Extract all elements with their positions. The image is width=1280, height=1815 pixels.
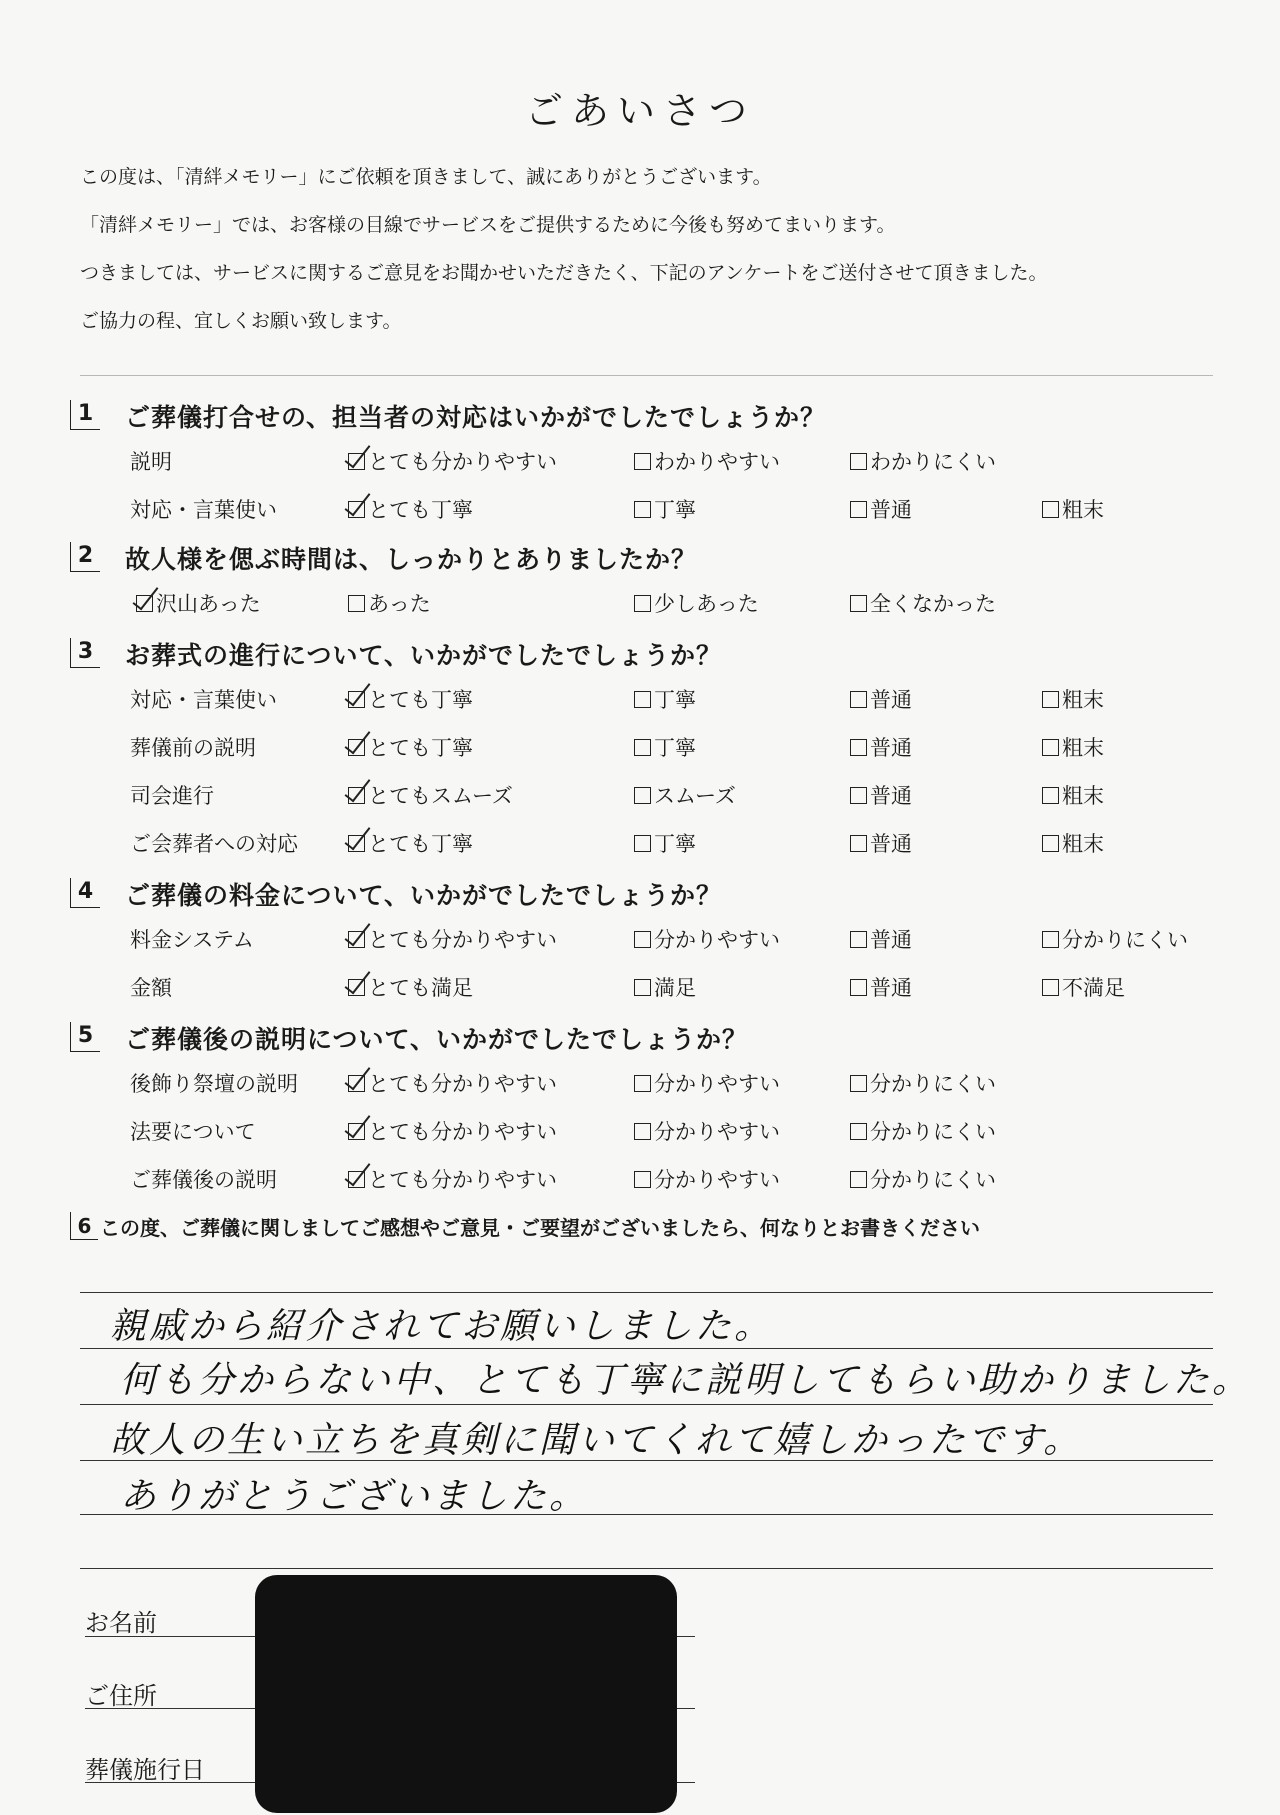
checkbox-icon[interactable] [850, 1075, 867, 1092]
checked-checkbox-icon[interactable] [348, 1075, 365, 1092]
option-checkbox[interactable] [850, 972, 912, 1002]
checkbox-icon[interactable] [850, 979, 867, 996]
option-label: 普通 [870, 832, 912, 856]
option-label: 少しあった [654, 592, 759, 616]
date-label: 葬儀施行日 [85, 1756, 205, 1784]
row-label: 対応・言葉使い [130, 688, 277, 712]
option-label: とても丁寧 [368, 736, 473, 760]
checkbox-icon[interactable] [1042, 931, 1059, 948]
option-checkbox[interactable] [634, 446, 780, 476]
row-label: 金額 [130, 976, 172, 1000]
option-label: とても分かりやすい [368, 450, 557, 474]
option-label: 不満足 [1062, 976, 1125, 1000]
row-label: 葬儀前の説明 [130, 736, 256, 760]
option-checkbox[interactable] [850, 588, 996, 618]
option-label: とても丁寧 [368, 688, 473, 712]
checkbox-icon[interactable] [850, 835, 867, 852]
checked-checkbox-icon[interactable] [348, 501, 365, 518]
question-text: お葬式の進行について、いかがでしたでしょうか？ [125, 641, 723, 670]
row-label: 司会進行 [130, 784, 214, 808]
address-label: ご住所 [85, 1682, 157, 1710]
option-label: とてもスムーズ [368, 784, 513, 808]
row-label: ご葬儀後の説明 [130, 1168, 277, 1192]
checkbox-icon[interactable] [850, 501, 867, 518]
checkbox-icon[interactable] [634, 1123, 651, 1140]
option-checkbox[interactable] [850, 1068, 996, 1098]
row-label: 後飾り祭壇の説明 [130, 1072, 298, 1096]
option-label: とても丁寧 [368, 498, 473, 522]
checkbox-icon[interactable] [634, 739, 651, 756]
option-checkbox[interactable] [348, 588, 431, 618]
option-label: とても分かりやすい [368, 928, 557, 952]
option-checkbox[interactable] [634, 780, 736, 810]
option-label: とても丁寧 [368, 832, 473, 856]
checkbox-icon[interactable] [634, 453, 651, 470]
option-label: 分かりやすい [654, 1120, 780, 1144]
option-checkbox[interactable] [634, 924, 780, 954]
checkbox-icon[interactable] [1042, 501, 1059, 518]
option-label: 丁寧 [654, 498, 696, 522]
checkbox-icon[interactable] [634, 787, 651, 804]
checkbox-icon[interactable] [634, 931, 651, 948]
option-label: 普通 [870, 736, 912, 760]
handwritten-comment-line: 何も分からない中、とても丁寧に説明してもらい助かりました。 [120, 1360, 1252, 1401]
option-checkbox[interactable] [634, 732, 696, 762]
option-checkbox[interactable] [850, 1116, 996, 1146]
option-label: わかりにくい [870, 450, 996, 474]
checkbox-icon[interactable] [850, 1123, 867, 1140]
row-label: 対応・言葉使い [130, 498, 277, 522]
option-checkbox[interactable] [348, 446, 557, 476]
option-label: 丁寧 [654, 832, 696, 856]
option-label: 粗末 [1062, 688, 1104, 712]
option-checkbox[interactable] [850, 446, 996, 476]
option-checkbox[interactable] [1042, 494, 1104, 524]
checkbox-icon[interactable] [634, 691, 651, 708]
option-label: 普通 [870, 976, 912, 1000]
checkbox-icon[interactable] [850, 1171, 867, 1188]
option-label: とても分かりやすい [368, 1072, 557, 1096]
intro-line-1: この度は、「清絆メモリー」にご依頼を頂きまして、誠にありがとうございます。 [80, 166, 772, 188]
option-checkbox[interactable] [348, 1068, 557, 1098]
option-checkbox[interactable] [850, 780, 912, 810]
option-label: 粗末 [1062, 784, 1104, 808]
option-label: 全くなかった [870, 592, 996, 616]
checkbox-icon[interactable] [634, 835, 651, 852]
option-checkbox[interactable] [850, 828, 912, 858]
checkbox-icon[interactable] [634, 1171, 651, 1188]
option-checkbox[interactable] [850, 1164, 996, 1194]
option-checkbox[interactable] [348, 684, 473, 714]
question-text: ご葬儀の料金について、いかがでしたでしょうか？ [125, 881, 723, 910]
option-label: 分かりにくい [870, 1120, 996, 1144]
ruled-line [80, 1292, 1213, 1293]
option-checkbox[interactable] [348, 1164, 557, 1194]
option-label: 分かりにくい [1062, 928, 1188, 952]
checkbox-icon[interactable] [634, 979, 651, 996]
option-label: とても分かりやすい [368, 1120, 557, 1144]
option-checkbox[interactable] [348, 780, 513, 810]
option-label: とても分かりやすい [368, 1168, 557, 1192]
option-label: 満足 [654, 976, 696, 1000]
checkbox-icon[interactable] [634, 1075, 651, 1092]
checked-checkbox-icon[interactable] [136, 595, 153, 612]
option-label: 普通 [870, 784, 912, 808]
option-checkbox[interactable] [634, 1068, 780, 1098]
ruled-line [80, 1568, 1213, 1569]
option-checkbox[interactable] [634, 588, 759, 618]
option-label: スムーズ [654, 784, 736, 808]
question-number: 1 [70, 400, 100, 430]
option-label: 普通 [870, 688, 912, 712]
option-checkbox[interactable] [850, 924, 912, 954]
checked-checkbox-icon[interactable] [348, 453, 365, 470]
option-checkbox[interactable] [850, 494, 912, 524]
option-checkbox[interactable] [348, 828, 473, 858]
checkbox-icon[interactable] [634, 501, 651, 518]
ruled-line [80, 1404, 1213, 1405]
checked-checkbox-icon[interactable] [348, 787, 365, 804]
option-checkbox[interactable] [1042, 684, 1104, 714]
question-text: ご葬儀後の説明について、いかがでしたでしょうか？ [125, 1025, 749, 1054]
option-checkbox[interactable] [348, 732, 473, 762]
option-label: 普通 [870, 498, 912, 522]
option-checkbox[interactable] [348, 1116, 557, 1146]
option-label: わかりやすい [654, 450, 780, 474]
checkbox-icon[interactable] [1042, 787, 1059, 804]
option-checkbox[interactable] [634, 828, 696, 858]
row-label: 料金システム [130, 928, 254, 952]
option-checkbox[interactable] [850, 684, 912, 714]
checked-checkbox-icon[interactable] [348, 1123, 365, 1140]
checkbox-icon[interactable] [850, 595, 867, 612]
redaction-block [255, 1575, 677, 1813]
option-checkbox[interactable] [348, 972, 473, 1002]
page-title: ごあいさつ [524, 89, 755, 133]
option-checkbox[interactable] [634, 494, 696, 524]
checkbox-icon[interactable] [1042, 691, 1059, 708]
checkbox-icon[interactable] [850, 787, 867, 804]
question-text: この度、ご葬儀に関しましてご感想やご意見・ご要望がございましたら、何なりとお書きください [100, 1216, 980, 1240]
option-label: 分かりやすい [654, 928, 780, 952]
intro-line-4: ご協力の程、宜しくお願い致します。 [80, 310, 402, 332]
checkbox-icon[interactable] [348, 595, 365, 612]
option-label: 沢山あった [156, 592, 261, 616]
option-checkbox[interactable] [634, 684, 696, 714]
option-checkbox[interactable] [136, 588, 261, 618]
question-number: 3 [70, 638, 100, 668]
option-label: 丁寧 [654, 736, 696, 760]
checkbox-icon[interactable] [850, 453, 867, 470]
option-checkbox[interactable] [1042, 828, 1104, 858]
question-number: 5 [70, 1022, 100, 1052]
checkbox-icon[interactable] [850, 739, 867, 756]
option-checkbox[interactable] [634, 972, 696, 1002]
checked-checkbox-icon[interactable] [348, 691, 365, 708]
checkbox-icon[interactable] [850, 691, 867, 708]
option-label: 粗末 [1062, 498, 1104, 522]
option-label: 普通 [870, 928, 912, 952]
checkbox-icon[interactable] [1042, 835, 1059, 852]
option-label: 丁寧 [654, 688, 696, 712]
option-label: とても満足 [368, 976, 473, 1000]
row-label: 法要について [130, 1120, 256, 1144]
row-label: ご会葬者への対応 [130, 832, 298, 856]
option-checkbox[interactable] [1042, 924, 1188, 954]
option-checkbox[interactable] [634, 1164, 780, 1194]
handwritten-comment-line: 親戚から紹介されてお願いしました。 [110, 1306, 774, 1347]
handwritten-comment-line: 故人の生い立ちを真剣に聞いてくれて嬉しかったです。 [110, 1420, 1083, 1461]
option-checkbox[interactable] [1042, 780, 1104, 810]
question-number: 6 [70, 1212, 98, 1240]
option-label: 粗末 [1062, 832, 1104, 856]
option-checkbox[interactable] [850, 732, 912, 762]
checkbox-icon[interactable] [1042, 739, 1059, 756]
option-checkbox[interactable] [348, 924, 557, 954]
name-label: お名前 [85, 1609, 157, 1637]
option-label: 粗末 [1062, 736, 1104, 760]
row-label: 説明 [130, 450, 172, 474]
option-checkbox[interactable] [1042, 732, 1104, 762]
handwritten-comment-line: ありがとうございました。 [120, 1476, 589, 1517]
checked-checkbox-icon[interactable] [348, 835, 365, 852]
intro-line-3: つきましては、サービスに関するご意見をお聞かせいただきたく、下記のアンケートをご送付させて頂きました。 [80, 262, 1048, 284]
question-text: ご葬儀打合せの、担当者の対応はいかがでしたでしょうか？ [125, 403, 827, 432]
question-number: 2 [70, 542, 100, 572]
divider [80, 375, 1213, 376]
option-checkbox[interactable] [634, 1116, 780, 1146]
checkbox-icon[interactable] [634, 595, 651, 612]
option-label: 分かりやすい [654, 1168, 780, 1192]
intro-line-2: 「清絆メモリー」では、お客様の目線でサービスをご提供するために今後も努めてまいります。 [80, 214, 896, 236]
checkbox-icon[interactable] [1042, 979, 1059, 996]
option-label: 分かりにくい [870, 1168, 996, 1192]
option-label: 分かりにくい [870, 1072, 996, 1096]
question-text: 故人様を偲ぶ時間は、しっかりとありましたか？ [125, 545, 698, 574]
option-label: あった [368, 592, 431, 616]
option-checkbox[interactable] [348, 494, 473, 524]
checked-checkbox-icon[interactable] [348, 931, 365, 948]
checkbox-icon[interactable] [850, 931, 867, 948]
question-number: 4 [70, 878, 100, 908]
option-checkbox[interactable] [1042, 972, 1125, 1002]
option-label: 分かりやすい [654, 1072, 780, 1096]
checked-checkbox-icon[interactable] [348, 979, 365, 996]
checked-checkbox-icon[interactable] [348, 739, 365, 756]
checked-checkbox-icon[interactable] [348, 1171, 365, 1188]
